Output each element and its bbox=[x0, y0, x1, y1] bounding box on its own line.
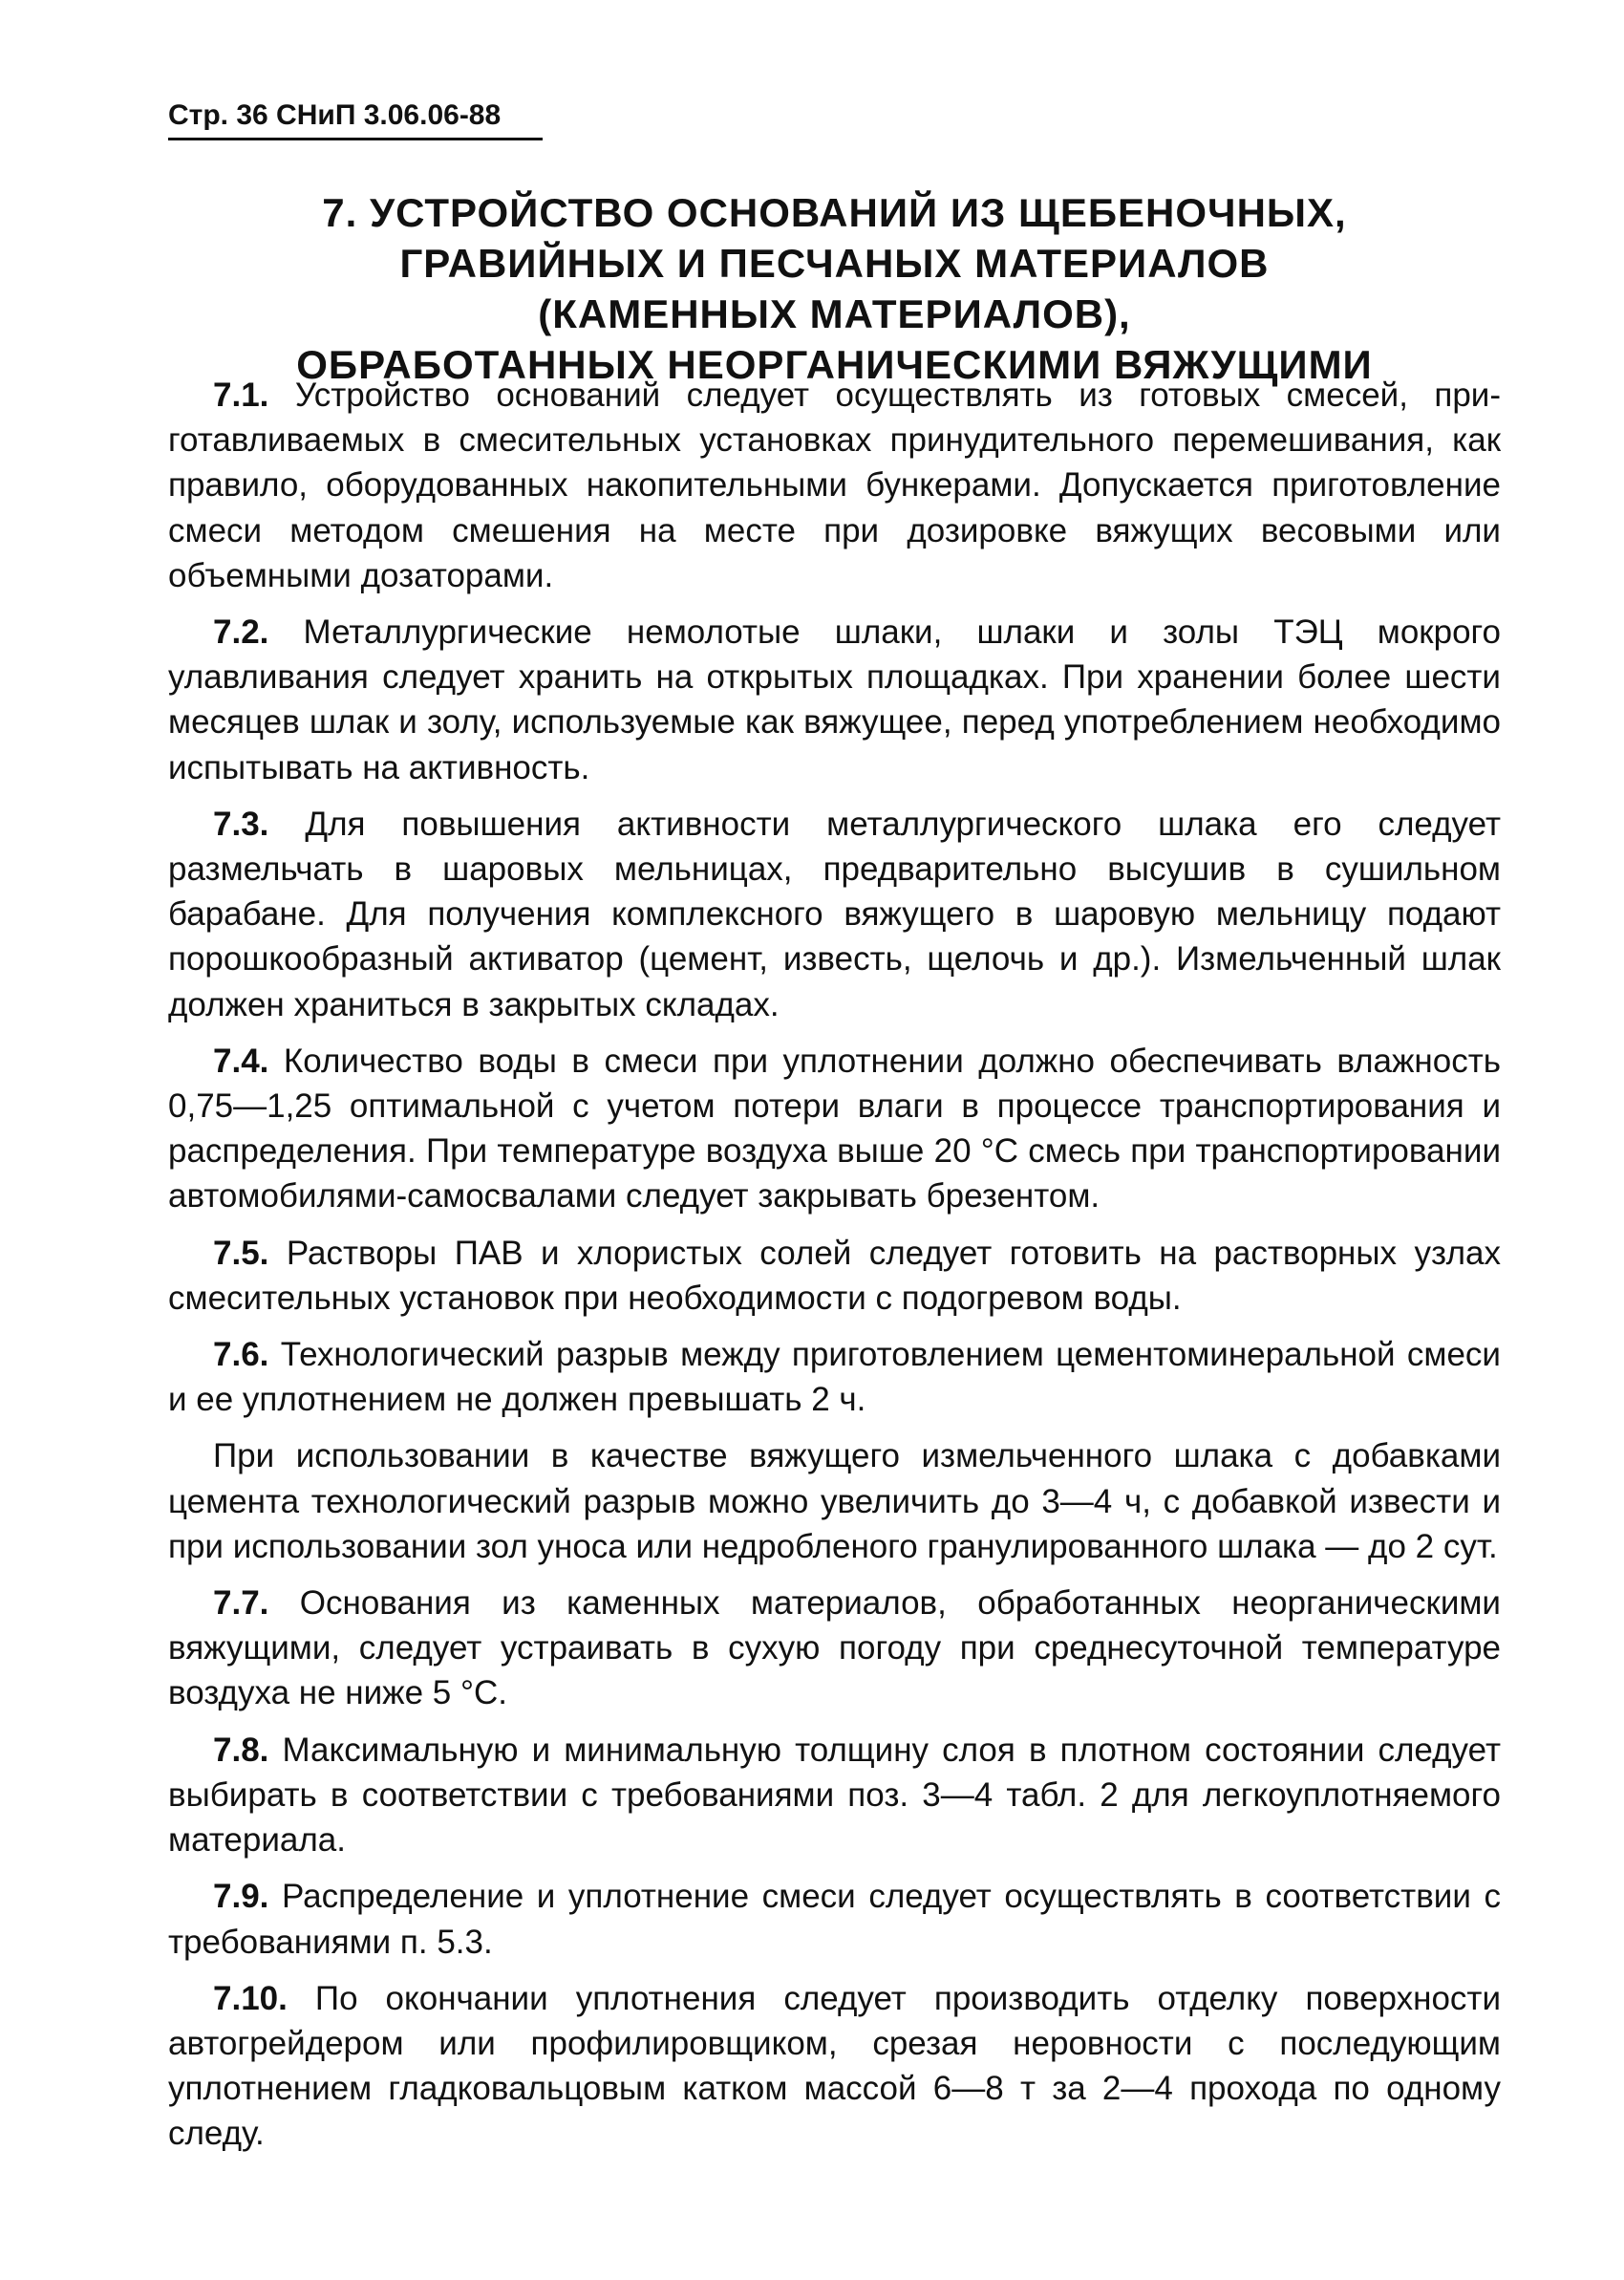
paragraph-text: Для повышения активности металлургического шлака его следует размельчать в шаровых мельницах, предварительно высушив в сушильном барабане. Для получения комплексного вяжущего в шаровую мельницу подают порошкообразный активатор (цемент, известь, щелочь и др.). Измельченный шлак должен храниться в закрытых складах. bbox=[168, 805, 1501, 1023]
paragraph-number: 7.10. bbox=[213, 1979, 288, 2017]
section-heading bbox=[168, 187, 1501, 390]
paragraph-7-4 bbox=[168, 1039, 1501, 1219]
paragraph-number: 7.1. bbox=[213, 376, 269, 414]
paragraph-text: Металлургические немолотые шлаки, шлаки и золы ТЭЦ мокрого улавливания следует хранить на открытых площадках. При хранении более шести месяцев шлак и золу, используемые как вяжущее, перед употреблением необходимо испытывать на активность. bbox=[168, 613, 1501, 786]
section-heading-line: (КАМЕННЫХ МАТЕРИАЛОВ), bbox=[538, 291, 1131, 336]
section-heading-line: ОБРАБОТАННЫХ НЕОРГАНИЧЕСКИМИ ВЯЖУЩИМИ bbox=[296, 342, 1373, 387]
paragraph-7-10 bbox=[168, 1976, 1501, 2157]
paragraph-7-9 bbox=[168, 1874, 1501, 1964]
paragraph-number: 7.7. bbox=[213, 1584, 269, 1623]
paragraph-7-2 bbox=[168, 610, 1501, 790]
paragraph-number: 7.8. bbox=[213, 1731, 269, 1769]
paragraph-text: Максимальную и минимальную толщину слоя в плотном состоянии следует выбирать в соответствии с требованиями поз. 3—4 табл. 2 для легкоуплотняемого материала. bbox=[168, 1731, 1501, 1860]
paragraph-7-1 bbox=[168, 373, 1501, 598]
paragraph-number: 7.6. bbox=[213, 1336, 269, 1374]
paragraph-number: 7.9. bbox=[213, 1878, 269, 1916]
section-heading-line: ГРАВИЙНЫХ И ПЕСЧАНЫХ МАТЕРИАЛОВ bbox=[399, 241, 1270, 286]
paragraph-7-3 bbox=[168, 802, 1501, 1027]
paragraph-text: Технологический разрыв между приготовлением цементоминеральной смеси и ее уплотнением не должен превышать 2 ч. bbox=[168, 1336, 1501, 1419]
paragraph-7-8 bbox=[168, 1728, 1501, 1863]
paragraph-number: 7.3. bbox=[213, 805, 269, 843]
paragraph-7-5 bbox=[168, 1231, 1501, 1321]
paragraph-7-6-continuation bbox=[168, 1433, 1501, 1569]
paragraph-text: Количество воды в смеси при уплотнении должно обеспечивать влажность 0,75—1,25 оптимальной с учетом потери влаги в процессе транспортирования и распределения. При температуре воздуха выше 20 °С смесь при транспортировании автомобилями-самосвалами следует закрывать брезентом. bbox=[168, 1042, 1501, 1215]
paragraph-text: Распределение и уплотнение смеси следует осуществлять в соответствии с требованиями п. 5.3. bbox=[168, 1878, 1501, 1961]
paragraph-text: По окончании уплотнения следует производить отделку поверхности автогрейдером или профилировщиком, срезая неровности с последующим уплотнением гладковальцовым катком массой 6—8 т за 2—4 прохода по одному следу. bbox=[168, 1979, 1501, 2153]
paragraph-number: 7.4. bbox=[213, 1042, 269, 1080]
paragraph-text: Основания из каменных материалов, обработанных неорганическими вяжущими, следует устраивать в сухую погоду при среднесуточной температуре воздуха не ниже 5 °С. bbox=[168, 1584, 1501, 1712]
section-heading-line: 7. УСТРОЙСТВО ОСНОВАНИЙ ИЗ ЩЕБЕНОЧНЫХ, bbox=[322, 190, 1347, 235]
paragraph-text: Устройство оснований следует осуществлять из готовых смесей, приготавливаемых в смесительных установках принудительного перемешивания, как правило, оборудованных накопительными бункерами. Допускается приготовление смеси методом смешения на месте при дозировке вяжущих весовыми или объемными дозаторами. bbox=[168, 376, 1501, 594]
paragraph-7-7 bbox=[168, 1581, 1501, 1716]
body-text bbox=[168, 373, 1501, 2168]
paragraph-text: При использовании в качестве вяжущего измельченного шлака с добавками цемента технологический разрыв можно увеличить до 3—4 ч, с добавкой извести и при использовании зол уноса или недробленого гранулированного шлака — до 2 сут. bbox=[168, 1437, 1501, 1565]
paragraph-7-6 bbox=[168, 1332, 1501, 1422]
running-header: Стр. 36 СНиП 3.06.06-88 bbox=[168, 99, 543, 140]
paragraph-text: Растворы ПАВ и хлористых солей следует готовить на растворных узлах смесительных установок при необходимости с подогревом воды. bbox=[168, 1234, 1501, 1317]
paragraph-number: 7.2. bbox=[213, 613, 269, 652]
paragraph-number: 7.5. bbox=[213, 1234, 269, 1272]
